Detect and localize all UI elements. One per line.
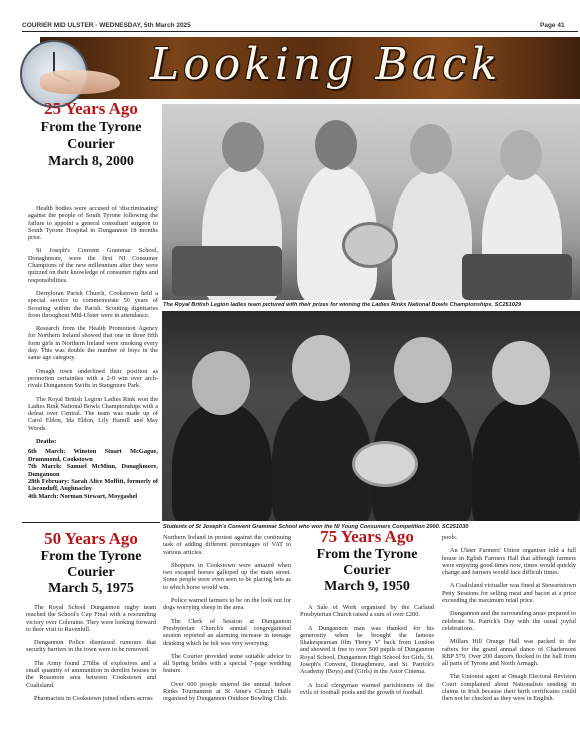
section-divider — [22, 522, 160, 523]
article-paragraph: Millars Hill Orange Hall was packed to the rafters for the grand annual dance of Charlemont RBP 579. Over 200 dancers flocked to the hall from all parts of Tyrone and North Armagh. — [442, 638, 576, 668]
section-50-years — [24, 530, 158, 597]
heading-from-paper: From the Tyrone Courier — [40, 120, 142, 152]
death-notice: 28th February: Sarah Alice Moffitt, formerly of Lisconduff, Aughnacloy — [28, 478, 158, 493]
article-paragraph: Dungannon Police dismissed rumours that security barriers in the town were to be removed. — [26, 639, 156, 654]
article-paragraph: Over 600 people entered the annual Indoor Rinks Tournament at St Anne's Church Halls organised by Dungannon Outdoor Bowling Club. — [163, 680, 291, 703]
article-paragraph: Police warned farmers to be on the look out for dogs worrying sheep in the area. — [163, 597, 291, 612]
students-photo — [162, 311, 580, 521]
heading-from-paper: From the Tyrone Courier — [316, 547, 418, 578]
article-paragraph: The Clerk of Session at Dungannon Presbyterian Church's annual congregational session reported an alarming increase in teenage drinking which he felt was very worrying. — [163, 617, 291, 647]
heading-75-years: 75 Years Ago — [320, 527, 414, 546]
article-paragraph: St Joseph's Convent Grammar School, Donaghmore, were the first NI Consumer Champions of the new millennium after they were quizzed on their knowledge of consumer rights and responsibilities. — [28, 247, 158, 284]
article-paragraph: pools. — [442, 534, 458, 541]
top-rule — [22, 31, 578, 32]
heading-50-years: 50 Years Ago — [44, 529, 138, 548]
looking-back-banner — [40, 37, 580, 99]
article-paragraph: An Ulster Farmers' Union organiser told a full house in Eglish Farmers Hall that although farmers were enjoying good times now, times would quickly change and farmers would face difficult times. — [442, 547, 576, 577]
page-number: Page 41 — [540, 22, 565, 29]
paper-dateline: COURIER MID ULSTER - WEDNESDAY, 5th March 2025 — [22, 22, 191, 29]
section-75-years — [297, 528, 437, 595]
deaths-title: Deaths: — [36, 438, 57, 446]
article-50-body-continued — [163, 534, 291, 709]
section-25-years — [24, 100, 158, 170]
article-paragraph: Dungannon and the surrounding areas prepared to celebrate St. Patrick's Day with the usual joyful celebrations. — [442, 610, 576, 632]
article-paragraph: The Courier provided some suitable advice to all Spring brides with a special 7-page wedding feature. — [163, 652, 291, 675]
photo-caption-1: The Royal British Legion ladies team pictured with their prizes for winning the Ladies Rinks National Bowls Championships. SC251029 — [163, 302, 522, 308]
article-paragraph: A Coalisland victualler was fined at Stewartstown Petty Sessions for selling meat and bacon at a price exceeding the maximum retail price. — [442, 582, 576, 605]
bowls-team-photo — [162, 104, 580, 300]
article-paragraph: A Sale of Work organised by the Carland Presbyterian Church raised a sum of over £200. — [300, 604, 434, 619]
heading-date: March 9, 1950 — [324, 579, 410, 594]
hand-image — [40, 70, 120, 94]
article-paragraph: Pharmacists in Cookstown joined others across — [34, 694, 153, 702]
article-paragraph: Northern Ireland in protest against the continuing task of adding different percentages of VAT to various articles. — [163, 534, 291, 556]
article-paragraph: Shoppers in Cookstown were amazed when two escaped horses galloped up the main street. Some people were even seen to be placing bets as to which horse would win. — [163, 561, 291, 591]
death-notice: 7th March: Samuel McMinn, Donaghmore, Dungannon — [28, 463, 158, 478]
article-paragraph: A Dungannon man was thanked for his generosity when he brought the famous Shakespearean film 'Henry V' back from London and showed it free to over 500 pupils of Dungannon Royal School, Dungannon High School for Girls, St. Joseph's Convent, Donaghmore, and St. Patrick's Academy (Boys) and (Girls) in the Astor Cinema. — [300, 624, 434, 676]
heading-date: March 8, 2000 — [48, 154, 134, 169]
heading-date: March 5, 1975 — [48, 581, 134, 596]
article-25-body — [28, 205, 158, 500]
article-paragraph: Derryloran Parish Church, Cookstown held a special service to commemorate 50 years of Scouting within the Parish. Scouting dignitaries from throughout Mid-Ulster were in attendance. — [28, 289, 158, 319]
article-paragraph: Research from the Health Promotion Agency for Northern Ireland showed that one in three fifth form girls in Northern Ireland were smoking every day. This was double the number of boys in the same age category. — [28, 325, 158, 362]
heading-from-paper: From the Tyrone Courier — [40, 549, 142, 580]
photo-caption-2: Students of St Joseph's Convent Grammar School who won the NI Young Consumers Competition 2000. SC251030 — [163, 524, 469, 530]
article-paragraph: The Unionist agent at Omagh Electoral Revision Court complained about Nationalists sending in claims in Irish because their birth certificates could then not be checked as they were in English. — [442, 673, 576, 703]
article-paragraph: The Army found 270lbs of explosives and a small quantity of ammunition in derelict houses in the Rossmore area between Cookstown and Coalisland. — [26, 659, 156, 689]
article-75-body-continued — [442, 534, 576, 709]
article-50-body — [26, 604, 156, 708]
banner-title: Looking Back — [150, 39, 502, 90]
article-paragraph: Health bodies were accused of 'discriminating' against the people of South Tyrone following the failure to appoint a general consultant surgeon to South Tyrone Hospital in Dungannon 18 months prior. — [28, 205, 158, 242]
article-paragraph: Omagh town underlined their position as promotion certainties with a 2-0 win over arch-rivals Dungannon Swifts in Stangmore Park. — [28, 367, 158, 390]
death-notice: 4th March: Norman Stewart, Moygashel — [28, 492, 138, 500]
death-notice: 6th March: Winston Stuart McGague, Drummond, Cookstown — [28, 448, 158, 463]
heading-25-years: 25 Years Ago — [44, 99, 138, 118]
article-paragraph: A local clergyman warned parishioners of the evils of football pools and the growth of football — [300, 681, 434, 696]
article-paragraph: The Royal School Dungannon rugby team reached the School's Cup Final with a resounding victory over Coleraine. They were looking forward to their visit to Ravenhill. — [26, 604, 156, 633]
article-75-body — [300, 604, 434, 702]
article-paragraph: The Royal British Legion Ladies Rink won the Ladies Rink National Bowls Championships with a defeat over Central. The team was made up of Carol Eldon, Ida Eldon, Lily Hamill and May Woods. — [28, 395, 158, 432]
